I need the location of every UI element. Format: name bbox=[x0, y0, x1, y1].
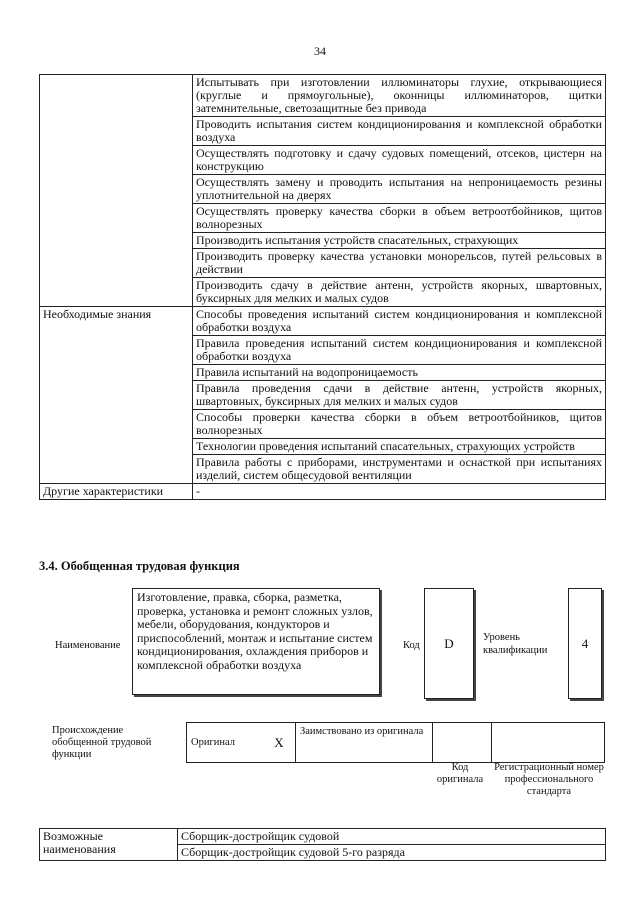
action-item: Осуществлять замену и проводить испытания на непроницаемость резины уплотнительной на дверях bbox=[193, 175, 606, 204]
borrowed-label: Заимствовано из оригинала bbox=[296, 723, 433, 763]
possible-name-item: Сборщик-достройщик судовой bbox=[178, 829, 606, 845]
original-label: Оригинал bbox=[187, 723, 264, 763]
knowledge-item: Технологии проведения испытаний спасательных, страхующих устройств bbox=[193, 439, 606, 455]
code-original-caption: Код оригинала bbox=[436, 762, 484, 785]
original-mark: X bbox=[263, 723, 296, 763]
qualification-level-box: 4 bbox=[568, 588, 602, 699]
knowledge-label: Необходимые знания bbox=[40, 307, 193, 484]
labor-function-table bbox=[39, 74, 606, 500]
knowledge-item: Правила испытаний на водопроницаемость bbox=[193, 365, 606, 381]
code-value-box: D bbox=[424, 588, 474, 699]
empty-label-cell bbox=[40, 75, 193, 307]
code-original-cell bbox=[433, 723, 492, 763]
possible-names-table bbox=[39, 828, 606, 861]
knowledge-item: Правила работы с приборами, инструментами и оснасткой при испытаниях изделий, систем общесудовой вентиляции bbox=[193, 455, 606, 484]
action-item: Испытывать при изготовлении иллюминаторы глухие, открывающиеся (круглые и прямоугольные), оконницы иллюминаторов, щитки затемнительные, светозащитные без привода bbox=[193, 75, 606, 117]
possible-name-item: Сборщик-достройщик судовой 5-го разряда bbox=[178, 845, 606, 861]
action-item: Производить сдачу в действие антенн, устройств якорных, швартовных, буксирных для мелких и малых судов bbox=[193, 278, 606, 307]
origin-label: Происхождение обобщенной трудовой функции bbox=[52, 725, 152, 760]
name-label: Наименование bbox=[55, 640, 121, 651]
action-item: Производить испытания устройств спасательных, страхующих bbox=[193, 233, 606, 249]
knowledge-item: Правила проведения сдачи в действие антенн, устройств якорных, швартовных, буксирных для мелких и малых судов bbox=[193, 381, 606, 410]
reg-number-caption: Регистрационный номер профессионального стандарта bbox=[494, 762, 604, 797]
page-number: 34 bbox=[314, 44, 326, 58]
knowledge-item: Правила проведения испытаний систем кондиционирования и комплексной обработки воздуха bbox=[193, 336, 606, 365]
origin-table bbox=[186, 722, 605, 763]
other-characteristics-value: - bbox=[193, 484, 606, 500]
action-item: Осуществлять проверку качества сборки в объем ветроотбойников, щитов волнорезных bbox=[193, 204, 606, 233]
qualification-level-label: Уровень квалификации bbox=[483, 632, 548, 656]
section-heading: 3.4. Обобщенная трудовая функция bbox=[39, 559, 240, 573]
action-item: Осуществлять подготовку и сдачу судовых помещений, отсеков, цистерн на конструкцию bbox=[193, 146, 606, 175]
possible-names-label: Возможные наименования bbox=[40, 829, 178, 861]
function-name-box: Изготовление, правка, сборка, разметка, проверка, установка и ремонт сложных узлов, мебели, оборудования, кондукторов и приспособлений, монтаж и испытание систем кондиционирования, охлаждения приборов и комплексной обработки воздуха bbox=[132, 588, 380, 695]
knowledge-item: Способы проверки качества сборки в объем ветроотбойников, щитов волнорезных bbox=[193, 410, 606, 439]
knowledge-item: Способы проведения испытаний систем кондиционирования и комплексной обработки воздуха bbox=[193, 307, 606, 336]
other-characteristics-label: Другие характеристики bbox=[40, 484, 193, 500]
code-label: Код bbox=[403, 640, 420, 651]
action-item: Проводить испытания систем кондиционирования и комплексной обработки воздуха bbox=[193, 117, 606, 146]
reg-number-cell bbox=[492, 723, 605, 763]
action-item: Производить проверку качества установки монорельсов, путей рельсовых в действии bbox=[193, 249, 606, 278]
